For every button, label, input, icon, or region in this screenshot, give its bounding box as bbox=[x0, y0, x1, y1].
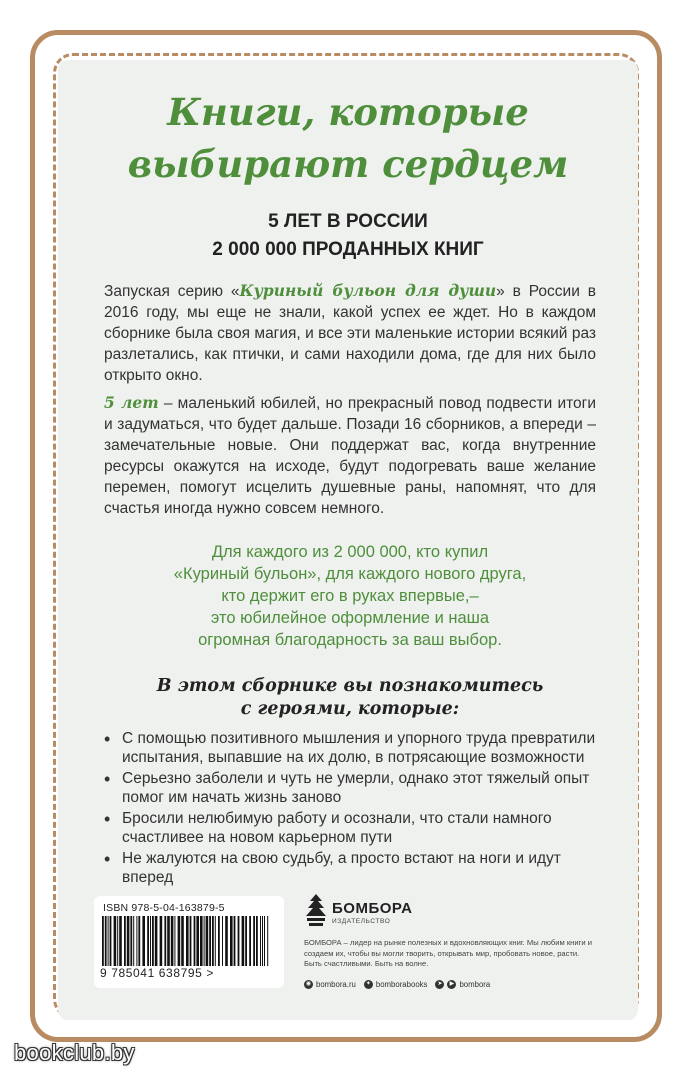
barcode-number: 9 785041 638795 > bbox=[100, 966, 214, 980]
site-watermark: bookclub.by bbox=[14, 1040, 135, 1065]
social-tag[interactable] bbox=[435, 980, 490, 989]
social-books[interactable] bbox=[364, 980, 428, 989]
bombora-logo-icon bbox=[304, 893, 328, 927]
isbn-label: ISBN 978-5-04-163879-5 bbox=[103, 902, 225, 914]
publisher-description: БОМБОРА – лидер на рынке полезных и вдохновляющих книг. Мы любим книги и создаем их, чтобы вы могли творить, открывать мир, пробовать новое, расти. Быть счастливыми. Быть на волне. bbox=[304, 938, 592, 968]
social-books-label: bomborabooks bbox=[375, 980, 428, 989]
publisher-logo-name: БОМБОРА bbox=[332, 900, 413, 917]
cover-title-line2: выбирают сердцем bbox=[127, 142, 569, 186]
social-site-label: bombora.ru bbox=[316, 980, 356, 989]
list-item: • Серьезно заболели и чуть не умерли, однако этот тяжелый опыт помог им начать жизнь заново bbox=[104, 770, 596, 807]
youtube-icon: ▶ bbox=[447, 980, 456, 989]
cover-title-line1: Книги, которые bbox=[167, 90, 529, 134]
cover-title bbox=[58, 86, 638, 190]
vk-icon: ✦ bbox=[365, 981, 371, 987]
list-item: • Бросили нелюбимую работу и осознали, что стали намного счастливее на новом карьерном пути bbox=[104, 810, 596, 847]
cover-subtitle bbox=[58, 208, 638, 264]
heroes-heading-line1: В этом сборнике вы познакомитесь bbox=[156, 676, 544, 696]
gratitude-line2: «Куриный бульон», для каждого нового друга, bbox=[173, 565, 527, 583]
publisher-socials bbox=[304, 980, 490, 989]
list-item: • С помощью позитивного мышления и упорного труда превратили испытания, выпавшие на их долю, в потрясающие возможности bbox=[104, 730, 596, 767]
gratitude-line4: это юбилейное оформление и наша bbox=[210, 609, 490, 627]
subtitle-line1: 5 ЛЕТ В РОССИИ bbox=[268, 211, 428, 232]
heroes-list bbox=[104, 730, 596, 890]
intro-after: » в России в 2016 году, мы еще не знали, какой успех ее ждет. Но в каждом сборнике была своя магия, и все эти маленькие истории всякий раз разлетались, как птички, и сами находили дома, где для них было открыто окно. bbox=[104, 283, 596, 384]
anniversary-text: – маленький юбилей, но прекрасный повод подвести итоги и задуматься, что будет дальше. Позади 16 сборников, а впереди – замечательные новые. Они поддержат вас, когда внутренние ресурсы окажутся на исходе, будут подогревать ваше желание перемен, помогут исцелить душевные раны, напомнят, что для счастья иногда нужно совсем немного. bbox=[104, 395, 596, 517]
intro-before: Запуская серию « bbox=[104, 283, 240, 300]
publisher-logo-sub: ИЗДАТЕЛЬСТВО bbox=[332, 918, 391, 925]
subtitle-line2: 2 000 000 ПРОДАННЫХ КНИГ bbox=[212, 239, 484, 260]
globe-icon: ◉ bbox=[305, 981, 312, 987]
barcode bbox=[100, 916, 272, 966]
social-tag-label: bombora bbox=[459, 980, 491, 989]
telegram-icon: ➤ bbox=[437, 981, 443, 987]
heroes-heading-line2: с героями, которые: bbox=[240, 699, 460, 719]
series-name: Куриный бульон для души bbox=[239, 281, 497, 300]
gratitude-block bbox=[104, 541, 596, 651]
anniversary-paragraph bbox=[104, 392, 596, 519]
list-item: • Не жалуются на свою судьбу, а просто встают на ноги и идут вперед bbox=[104, 850, 596, 887]
social-site[interactable] bbox=[304, 980, 356, 989]
gratitude-line1: Для каждого из 2 000 000, кто купил bbox=[211, 543, 489, 561]
intro-paragraph bbox=[104, 280, 596, 386]
gratitude-line3: кто держит его в руках впервые,– bbox=[221, 587, 479, 605]
anniversary-highlight: 5 лет bbox=[104, 393, 159, 412]
gratitude-line5: огромная благодарность за ваш выбор. bbox=[198, 631, 502, 649]
heroes-heading bbox=[104, 675, 596, 721]
